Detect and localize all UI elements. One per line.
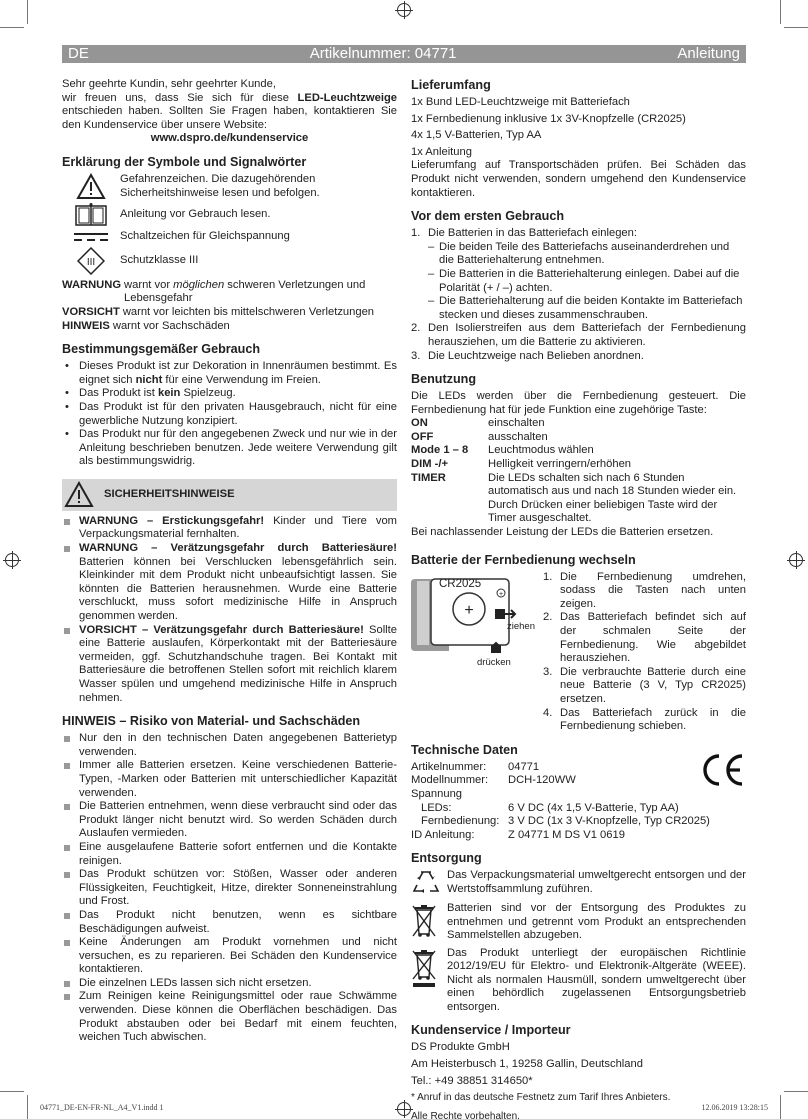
- list-item: 1. Die Batterien in das Batteriefach einlegen: – Die beiden Teile des Batteriefachs auseinanderdrehen und die Batteriehalterung entnehmen. – Die Batterien in die Batteriehalterung einlegen. Dabei auf die Polarität (+ / –) achten. – Die Batteriehalterung auf die beiden Kontakte im Batteriefach stecken und dieses zusammenschrauben.: [411, 227, 746, 322]
- protection-class-iii-icon: [77, 247, 105, 275]
- tech-row: Modellnummer: DCH-120WW: [411, 774, 576, 787]
- intended-use-heading: Bestimmungsgemäßer Gebrauch: [62, 342, 261, 357]
- scope-item: 1x Fernbedienung inklusive 1x 3V-Knopfzelle (CR2025): [411, 112, 686, 125]
- disposal-text: Das Produkt unterliegt der europäischen Richtlinie 2012/19/EU für Elektro- und Elektronik-Altgeräte (WEEE). Nicht als normalen Hausmüll, sondern umweltgerecht über einen behördlich zugelassenen Entsorgungsbetrieb entsorgen.: [447, 946, 746, 1013]
- list-item: 2. Den Isolierstreifen aus dem Batteriefach der Fernbedienung herausziehen, um die Batterie zu aktivieren.: [411, 322, 746, 348]
- greeting: Sehr geehrte Kundin, sehr geehrter Kunde,: [62, 78, 276, 90]
- key-row: ON einschalten: [411, 417, 545, 430]
- svg-text:+: +: [464, 601, 474, 619]
- notice-list: [62, 732, 397, 1045]
- symbol-text: Anleitung vor Gebrauch lesen.: [120, 208, 271, 221]
- svg-text:+: +: [498, 590, 504, 598]
- disposal-text: Das Verpackungsmaterial umweltgerecht entsorgen und der Wertstoffsammlung zuführen.: [447, 869, 746, 895]
- right-column: [411, 78, 746, 1119]
- symbol-row: [62, 173, 397, 200]
- footer-file-name: 04771_DE-EN-FR-NL_A4_V1.indd 1: [40, 1103, 164, 1112]
- header-article-number: Artikelnummer: 04771: [309, 45, 457, 62]
- symbol-row: [62, 247, 397, 275]
- signal-word: VORSICHT: [62, 305, 120, 318]
- disposal-heading: Entsorgung: [411, 851, 482, 866]
- recycling-icon: [411, 869, 441, 895]
- list-item: • Das Produkt nur für den angegebenen Zweck und nur wie in der Anleitung beschrieben benutzen. Jede weitere Verwendung gilt als bestimmungswidrig.: [62, 428, 397, 469]
- crop-mark: [784, 27, 808, 28]
- list-item: Immer alle Batterien ersetzen. Keine verschiedenen Batterie-Typen, -Marken oder Batterien mit unterschiedlicher Kapazität verwenden.: [62, 759, 397, 800]
- list-item: • Dieses Produkt ist zur Dekoration in Innenräumen bestimmt. Es eignet sich nicht für eine Verwendung im Freien.: [62, 360, 397, 387]
- symbol-row: [62, 230, 397, 244]
- symbol-text: Gefahrenzeichen. Die dazugehörenden Sicherheitshinweise lesen und befolgen.: [120, 172, 320, 199]
- tech-row: LEDs: 6 V DC (4x 1,5 V-Batterie, Typ AA): [421, 801, 679, 814]
- safety-list: [62, 515, 397, 705]
- first-use-heading: Vor dem ersten Gebrauch: [411, 209, 565, 224]
- sub-list-item: – Die Batteriehalterung auf die beiden Kontakte im Batteriefach stecken und dieses zusammenschrauben.: [428, 295, 746, 322]
- sub-list-item: – Die beiden Teile des Batteriefachs auseinanderdrehen und die Batteriehalterung entnehmen.: [428, 241, 746, 268]
- warning-triangle-icon: [64, 481, 94, 508]
- product-name: LED-Leuchtzweige: [297, 91, 397, 104]
- scope-note: Lieferumfang auf Transportschäden prüfen. Bei Schäden das Produkt nicht verwenden, sondern umgehend den Kundenservice kontaktieren.: [411, 159, 746, 199]
- service-phone: Tel.: +49 38851 314650*: [411, 1074, 533, 1087]
- intended-use-list: [62, 360, 397, 469]
- ce-mark-icon: [700, 753, 746, 787]
- signal-word-row: WARNUNG warnt vor möglichen schweren Verletzungen und Lebensgefahr: [62, 278, 366, 305]
- registration-mark-bottom: [397, 1102, 411, 1116]
- disposal-row: [411, 902, 746, 945]
- svg-text:CR2025: CR2025: [439, 577, 482, 590]
- list-item: Keine Änderungen am Produkt vornehmen und nicht versuchen, es zu reparieren. Bei Schäden den Kundenservice kontaktieren.: [62, 936, 397, 977]
- key-row: TIMER Die LEDs schalten sich nach 6 Stunden automatisch aus und nach 18 Stunden wieder ein. Durch Drücken einer beliebigen Taste wird der Timer ausgeschaltet.: [411, 471, 737, 525]
- tech-heading: Technische Daten: [411, 742, 518, 757]
- scope-item: 1x Anleitung: [411, 145, 472, 158]
- battery-compartment-illustration: [411, 571, 539, 669]
- crop-mark: [0, 1091, 24, 1092]
- crossed-bin-weee-icon: [411, 947, 437, 989]
- tech-table: [411, 761, 746, 843]
- key-row: Mode 1 – 8 Leuchtmodus wählen: [411, 444, 594, 457]
- svg-text:III: III: [86, 256, 96, 268]
- safety-banner: [62, 479, 397, 511]
- tech-row: Spannung: [411, 787, 463, 800]
- key-row: DIM -/+ Helligkeit verringern/erhöhen: [411, 458, 632, 471]
- tech-row: Fernbedienung: 3 V DC (1x 3 V-Knopfzelle, Typ CR2025): [421, 815, 710, 828]
- first-use-list: [411, 227, 746, 363]
- list-item: VORSICHT – Verätzungsgefahr durch Batteriesäure! Sollte eine Batterie auslaufen, Körperkontakt mit der Batteriesäure vermeiden, ggf. Schutzhandschuhe tragen. Bei Kontakt mit Batteriesäure die betroffenen Stellen sofort mit reichlich klarem Wasser spülen und umgehend medizinische Hilfe in Anspruch nehmen.: [62, 624, 397, 706]
- registration-mark-top: [397, 3, 411, 17]
- service-phone-note: * Anruf in das deutsche Festnetz zum Tarif Ihres Anbieters.: [411, 1092, 671, 1104]
- list-item: • Das Produkt ist kein Spielzeug.: [62, 387, 397, 401]
- usage-outro: Bei nachlassender Leistung der LEDs die Batterien ersetzen.: [411, 526, 714, 539]
- svg-text:drücken: drücken: [477, 656, 511, 668]
- crop-mark: [780, 0, 781, 24]
- signal-word-row: VORSICHT warnt vor leichten bis mittelschweren Verletzungen: [62, 305, 375, 318]
- tech-row: Artikelnummer: 04771: [411, 760, 540, 773]
- disposal-text: Batterien sind vor der Entsorgung des Produktes zu entnehmen und getrennt vom Produkt an entsprechenden Sammelstellen abzugeben.: [447, 901, 746, 942]
- crop-mark: [784, 1091, 808, 1092]
- registration-mark-left: [5, 553, 19, 567]
- list-item: Das Produkt nicht benutzen, wenn es sichtbare Beschädigungen aufweist.: [62, 909, 397, 936]
- crop-mark: [780, 1095, 781, 1119]
- direct-current-icon: [73, 231, 109, 243]
- sub-list-item: – Die Batterien in die Batteriehalterung einlegen. Dabei auf die Polarität (+ / –) achten.: [428, 268, 746, 295]
- header-language: DE: [68, 45, 89, 62]
- list-item: 3. Die verbrauchte Batterie durch eine neue Batterie (3 V, Typ CR2025) ersetzen.: [543, 665, 746, 705]
- list-item: 2. Das Batteriefach befindet sich auf der schmalen Seite der Fernbedienung. Wie abgebildet herausziehen.: [543, 611, 746, 665]
- list-item: 4. Das Batteriefach zurück in die Fernbedienung schieben.: [543, 706, 746, 733]
- intro-paragraph: wir freuen uns, dass Sie sich für diese LED-Leuchtzweige entschieden haben. Sollten Sie Fragen haben, kontaktieren Sie den Kundenservice über unsere Website:: [62, 91, 397, 131]
- scope-item: 4x 1,5 V-Batterien, Typ AA: [411, 129, 542, 142]
- symbol-text: Schutzklasse III: [120, 253, 199, 266]
- registration-mark-right: [789, 553, 803, 567]
- scope-heading: Lieferumfang: [411, 78, 491, 92]
- list-item: Nur den in den technischen Daten angegebenen Batterietyp verwenden.: [62, 732, 397, 759]
- list-item: 3. Die Leuchtzweige nach Belieben anordnen.: [411, 349, 644, 362]
- footer-timestamp: 12.06.2019 13:28:15: [701, 1103, 768, 1112]
- service-website-link[interactable]: www.dspro.de/kundenservice: [150, 132, 309, 145]
- list-item: Das Produkt schützen vor: Stößen, Wasser oder anderen Flüssigkeiten, Feuchtigkeit, Hitze, direkter Sonneneinstrahlung und Frost.: [62, 868, 397, 909]
- tech-row: ID Anleitung: Z 04771 M DS V1 0619: [411, 828, 625, 841]
- service-rights: Alle Rechte vorbehalten.: [411, 1110, 520, 1119]
- symbols-heading: Erklärung der Symbole und Signalwörter: [62, 154, 307, 169]
- service-company: DS Produkte GmbH: [411, 1041, 510, 1054]
- service-address: Am Heisterbusch 1, 19258 Gallin, Deutschland: [411, 1058, 643, 1071]
- crop-mark: [0, 27, 24, 28]
- list-item: WARNUNG – Verätzungsgefahr durch Batteriesäure! Batterien können bei Verschlucken lebensgefährlich sein. Kleinkinder mit dem Produkt nicht unbeaufsichtigt lassen. Sie könnten die Batterien herausnehmen. Wurde eine Batterie verschluckt, muss sofort medizinische Hilfe in Anspruch genommen werden.: [62, 542, 397, 624]
- disposal-row: [411, 947, 746, 1015]
- list-item: Die einzelnen LEDs lassen sich nicht ersetzen.: [62, 977, 397, 991]
- crop-mark: [27, 0, 28, 24]
- safety-heading: SICHERHEITSHINWEISE: [104, 488, 235, 501]
- scope-item: 1x Bund LED-Leuchtzweige mit Batteriefach: [411, 96, 630, 108]
- signal-word: WARNUNG: [62, 278, 122, 291]
- disposal-row: [411, 869, 746, 900]
- battery-change-steps: [543, 571, 746, 734]
- list-item: 1. Die Fernbedienung umdrehen, sodass die Tasten nach unten zeigen.: [543, 570, 746, 610]
- battery-change-heading: Batterie der Fernbedienung wechseln: [411, 552, 636, 567]
- signal-word: HINWEIS: [62, 319, 110, 332]
- crossed-bin-battery-icon: [411, 902, 437, 940]
- service-heading: Kundenservice / Importeur: [411, 1023, 571, 1038]
- notice-heading: HINWEIS – Risiko von Material- und Sachschäden: [62, 714, 361, 729]
- svg-text:ziehen: ziehen: [507, 620, 535, 632]
- header-doc-type: Anleitung: [677, 45, 740, 62]
- list-item: Zum Reinigen keine Reinigungsmittel oder raue Schwämme verwenden. Diese können die Oberflächen beschädigen. Das Produkt abstauben oder bei Bedarf mit einem feuchten, weichen Tuch abwischen.: [62, 990, 397, 1044]
- crop-mark: [27, 1095, 28, 1119]
- symbol-text: Schaltzeichen für Gleichspannung: [120, 230, 290, 243]
- header-bar: [62, 45, 746, 63]
- sub-list: [428, 241, 746, 323]
- usage-heading: Benutzung: [411, 372, 477, 387]
- battery-change-block: [411, 571, 746, 734]
- list-item: Die Batterien entnehmen, wenn diese verbraucht sind oder das Produkt länger nicht benutzt wird. So werden Schäden durch Auslaufen vermieden.: [62, 800, 397, 841]
- key-row: OFF ausschalten: [411, 430, 548, 443]
- symbol-row: [62, 203, 397, 227]
- left-column: [62, 78, 397, 1045]
- usage-intro: Die LEDs werden über die Fernbedienung gesteuert. Die Fernbedienung hat für jede Funktion eine zugehörige Taste:: [411, 390, 746, 416]
- warning-triangle-icon: [76, 173, 106, 200]
- list-item: WARNUNG – Erstickungsgefahr! Kinder und Tiere vom Verpackungsmaterial fernhalten.: [62, 515, 397, 542]
- manual-book-icon: [74, 203, 108, 227]
- list-item: • Das Produkt ist für den privaten Hausgebrauch, nicht für eine gewerbliche Nutzung konzipiert.: [62, 401, 397, 428]
- signal-word-row: HINWEIS warnt vor Sachschäden: [62, 319, 230, 332]
- list-item: Eine ausgelaufene Batterie sofort entfernen und die Kontakte reinigen.: [62, 841, 397, 868]
